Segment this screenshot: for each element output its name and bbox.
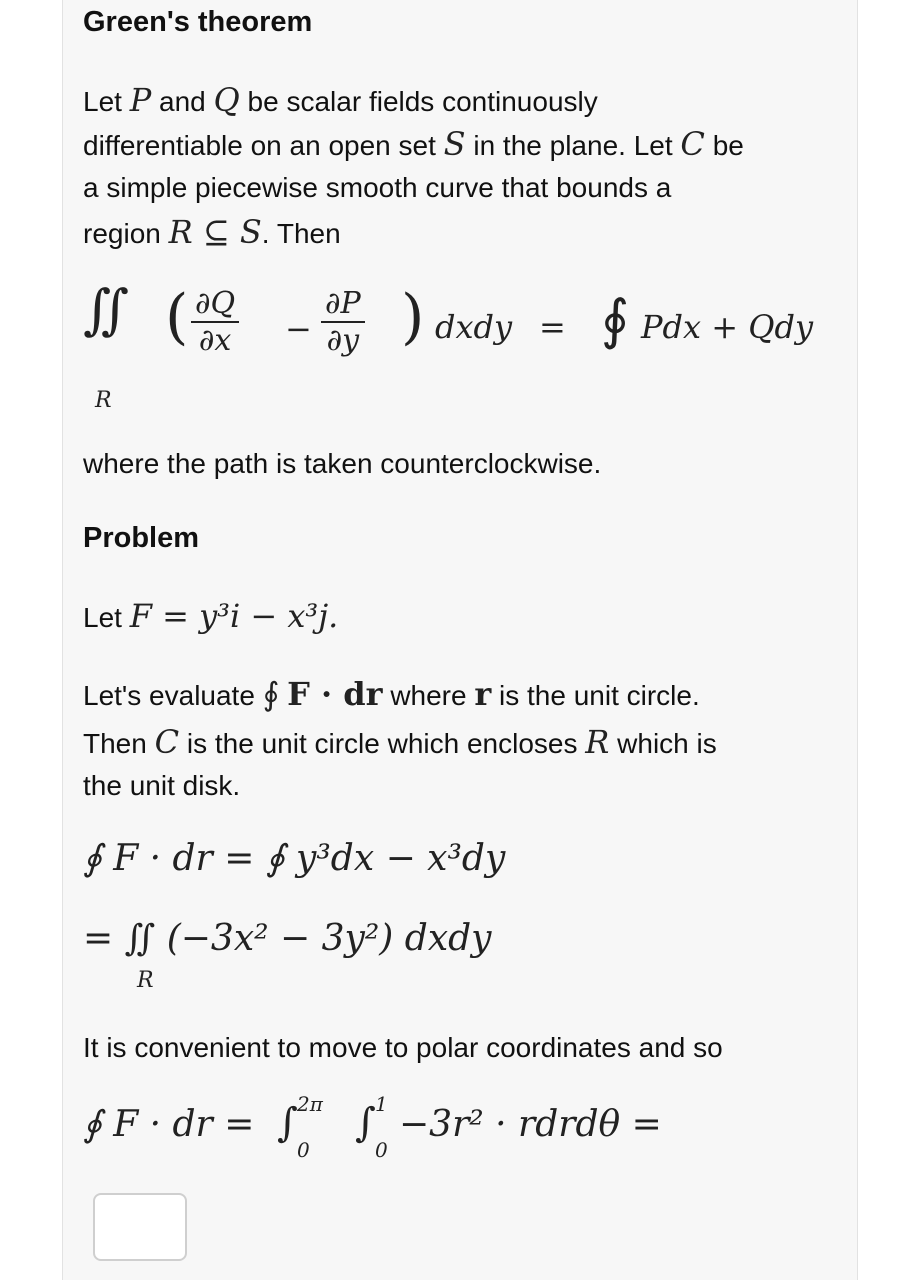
contour-integral-symbol: ∮ [601, 288, 630, 351]
theorem-line-3: a simple piecewise smooth curve that bounds a [83, 172, 672, 203]
fraction-dPdy: $\frac{\partial P}{\partial y}$ [321, 286, 365, 358]
left-paren: ( [165, 282, 189, 352]
polar-equation [83, 1092, 843, 1166]
polar-intro-text: It is convenient to move to polar coordinates and so [83, 1032, 723, 1063]
text-line1-rest: be scalar fields continuously [247, 86, 598, 117]
theorem-line-4 [83, 210, 341, 256]
minus-sign: − [285, 310, 312, 348]
greens-equation [83, 278, 843, 413]
section-title-problem: Problem [83, 522, 200, 554]
text-then-2: Then [83, 728, 147, 759]
integral-r-upper: 1 [375, 1092, 388, 1116]
problem-line-evaluate [83, 672, 700, 718]
answer-input[interactable] [93, 1193, 187, 1261]
document-panel [62, 0, 858, 1280]
math-field-F: F = y³i − x³j. [129, 597, 339, 635]
math-F-dot-dr: F · dr [287, 675, 383, 713]
section-title-greens-theorem: Green's theorem [83, 6, 313, 38]
integral-theta-upper: 2π [297, 1092, 323, 1116]
math-S: S [443, 125, 466, 163]
text-then-mid: is the unit circle which encloses [186, 728, 578, 759]
polar-integrand: −3r² · rdrdθ = [399, 1104, 662, 1145]
text-line2-rest: in the plane. Let [473, 130, 673, 161]
math-P: P [129, 81, 152, 119]
right-paren: ) [401, 282, 425, 352]
theorem-line-1 [83, 78, 598, 124]
text-let: Let [83, 86, 122, 117]
math-Q: Q [213, 81, 240, 119]
text-line2: differentiable on an open set [83, 130, 436, 161]
contour-symbol-inline: ∮ [262, 675, 280, 713]
eq-rhs: Pdx + Qdy [641, 308, 814, 346]
eq-lhs-differentials: dxdy [435, 308, 513, 346]
text-where: where [390, 680, 467, 711]
math-region-subset: R ⊆ S [168, 213, 262, 251]
integral-symbol-theta: ∫ [277, 1100, 298, 1146]
text-eval-prefix: Let's evaluate [83, 680, 255, 711]
text-region: region [83, 218, 161, 249]
math-R-2: R [585, 723, 610, 761]
text-which-is: which is [617, 728, 717, 759]
problem-field-definition [83, 594, 338, 640]
fraction-dQdx: $\frac{\partial Q}{\partial x}$ [191, 286, 239, 358]
derivation-line-1: ∮ F · dr = ∮ y³dx − x³dy [83, 838, 506, 879]
derivation-region-label: R [137, 968, 154, 993]
integral-region-label: R [95, 388, 112, 413]
path-orientation-text: where the path is taken counterclockwise. [83, 448, 602, 479]
theorem-line-2 [83, 122, 744, 168]
problem-line-then [83, 720, 717, 766]
math-C: C [680, 125, 705, 163]
text-be: be [712, 130, 744, 161]
polar-lhs: ∮ F · dr = [83, 1104, 255, 1145]
text-let-field: Let [83, 602, 122, 633]
equals-sign: = [539, 308, 566, 346]
problem-line-disk: the unit disk. [83, 770, 241, 801]
math-r: r [474, 675, 492, 713]
integral-r-lower: 0 [375, 1138, 388, 1162]
text-eval-suffix: is the unit circle. [499, 680, 700, 711]
text-and: and [159, 86, 206, 117]
math-C-2: C [154, 723, 180, 761]
text-then: . Then [261, 218, 341, 249]
double-integral-symbol: ∬ [83, 278, 129, 341]
integral-symbol-r: ∫ [355, 1100, 376, 1146]
derivation-line-2: = ∬ (−3x² − 3y²) dxdy [83, 918, 492, 959]
integral-theta-lower: 0 [297, 1138, 310, 1162]
